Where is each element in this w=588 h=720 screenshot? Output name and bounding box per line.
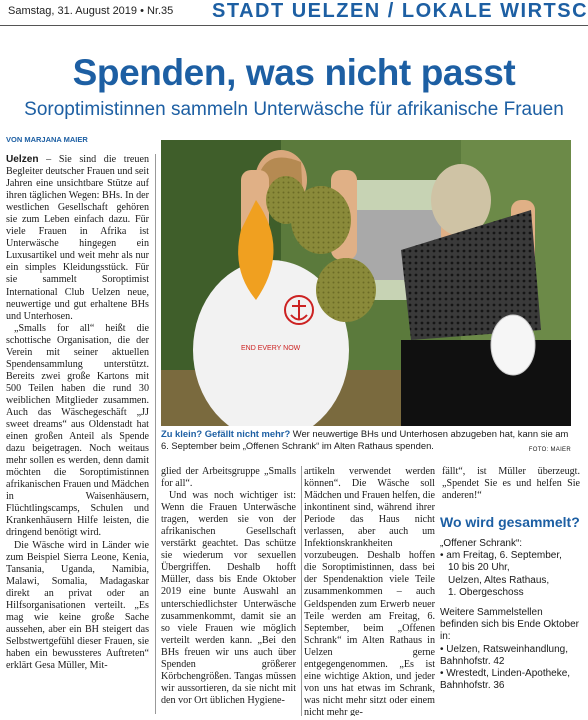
article-paragraph — [6, 154, 149, 323]
box-line: 1. Obergeschoss — [448, 586, 524, 598]
photo-credit: FOTO: MAIER — [528, 447, 571, 453]
section-title: STADT UELZEN / LOKALE WIRTSC — [212, 0, 588, 22]
article-photo — [161, 140, 571, 426]
article-paragraph: „Smalls for all“ heißt die schottische Organisation, die der Verein mit seiner aktuellen Spendensammlung unterstützt. Bereits zwei große Kartons mit 500 Teilen haben die rund 30 weiblichen Mitglieder zusammen. Auch das Wäschegeschäft „JJ sweet dreams“ aus Oldenstadt hat einen großen Anteil als Spende dazu beigetragen. Noch weitaus mehr sollen es werden, denn damit möchten die Soroptimistinnen afrikanischen Frauen und Mädchen in Waisenhäusern, Flüchtlingscamps, Schulen und Krankenhäusern Hilfe leisten, die dringend benötigt wird. — [6, 322, 149, 539]
shirt-print-text: END EVERY NOW — [241, 345, 301, 352]
photo-caption — [161, 428, 571, 456]
article-paragraph: Und was noch wichtiger ist: Wenn die Frauen Unterwäsche tragen, werden sie von der afrikanischen Gesellschaft verstärkt geachtet. Das schütze sie wiederum vor sexuellen Übergriffen. Deshalb hofft Müller, dass bis Ende Oktober 2019 eine bunte Auswahl an unterschiedlichster Unterwäsche zusammenkommt, damit sie an so viele Frauen wie möglich verteilt werden kann. „Bei den BHs freuen wir uns auch über Spenden größerer Körbchengrößen. Tangas müssen wir aussortieren, da sie nicht mit den vor Ort üblichen Hygiene- — [161, 490, 296, 706]
article-column-2 — [161, 466, 296, 716]
subheadline: Soroptimistinnen sammeln Unterwäsche für afrikanische Frauen — [24, 99, 564, 120]
issue-date-line: Samstag, 31. August 2019 • Nr.35 — [8, 5, 174, 17]
box-line: • am Freitag, 6. September, — [440, 550, 562, 562]
article-column-3 — [304, 466, 435, 716]
masthead-rule — [0, 25, 588, 26]
article-paragraph: fällt“, ist Müller überzeugt. „Spendet Sie es und helfen Sie anderen!“ — [442, 466, 580, 502]
caption-text: Wer neuwertige BHs und Unterhosen abzugeben hat, kann sie am 6. September beim „Offenen Schrank“ im Alten Rathaus spenden. — [161, 428, 569, 451]
article-paragraph: artikeln verwendet werden können“. Die Wäsche soll Mädchen und Frauen helfen, die inkontinent sind, während ihrer Periode das Haus nicht verlassen, aber auch um Infektionskrankheiten vorzubeugen. Deshalb hoffen die Soroptimistinnen, dass bei der Spendenaktion viele Teile zusammenkommen – auch Geldspenden zum Erwerb neuer Teile werden am Freitag, 6. September, beim „Offenen Schrank“ im Alten Rathaus in Uelzen gerne entgegengenommen. „Es ist eine wichtige Aktion, und jeder von uns hat etwas im Schrank, was nicht mehr sitzt oder einem nicht mehr ge- — [304, 466, 435, 716]
article-paragraph: Die Wäsche wird in Länder wie zum Beispiel Sierra Leone, Kenia, Tansania, Uganda, Namibia, Malawi, Somalia, Madagaskar direkt an privat oder an Hilfsorganisationen verteilt. „Es mag wie keine große Sache aussehen, aber ein BH steigert das Selbstwertgefühl dieser Frauen, sie haben ein bewussteres Auftreten“ erklärt Gesa Müller, Mit- — [6, 539, 149, 671]
box-line: 10 bis 20 Uhr, — [448, 562, 510, 574]
box-line: „Offener Schrank“: — [440, 538, 523, 549]
box-line: • Wrestedt, Linden-Apotheke, Bahnhofstr. 36 — [440, 668, 571, 692]
paragraph-text: – Sie sind die treuen Begleiter deutscher Frauen und seit Jahren eine unsichtbare Stütze auf ihren täglichen Wegen: BHs. In der westlichen Gesellschaft gehören sie zum Leben einfach dazu. Für viele Frauen in Afrika ist Unterwäsche hingegen ein Luxusartikel und weit mehr als nur ein simples Kleidungsstück. Für sie sammelt Soroptimist International Club Uelzen neue, neuwertige und gut erhaltene BHs und Unterhosen. — [6, 154, 149, 322]
article-column-4 — [442, 466, 580, 514]
box-line: Uelzen, Altes Rathaus, — [448, 574, 550, 586]
article-column-1 — [6, 154, 149, 714]
column-divider — [155, 154, 156, 714]
box-line: Weitere Sammelstellen befinden sich bis Ende Oktober in: — [440, 607, 579, 643]
box-title: Wo wird gesammelt? — [440, 514, 580, 530]
box-block-offener-schrank — [440, 538, 580, 692]
article-paragraph: glied der Arbeitsgruppe „Smalls for all“. — [161, 466, 296, 490]
box-line: • Uelzen, Ratsweinhandlung, Bahnhofstr. 42 — [440, 643, 569, 667]
dateline: Uelzen — [6, 154, 39, 165]
collection-points-box — [440, 514, 580, 692]
column-divider — [301, 466, 302, 716]
byline: VON MARJANA MAIER — [6, 135, 88, 144]
caption-lead: Zu klein? Gefällt nicht mehr? — [161, 428, 291, 439]
headline: Spenden, was nicht passt — [72, 52, 516, 93]
